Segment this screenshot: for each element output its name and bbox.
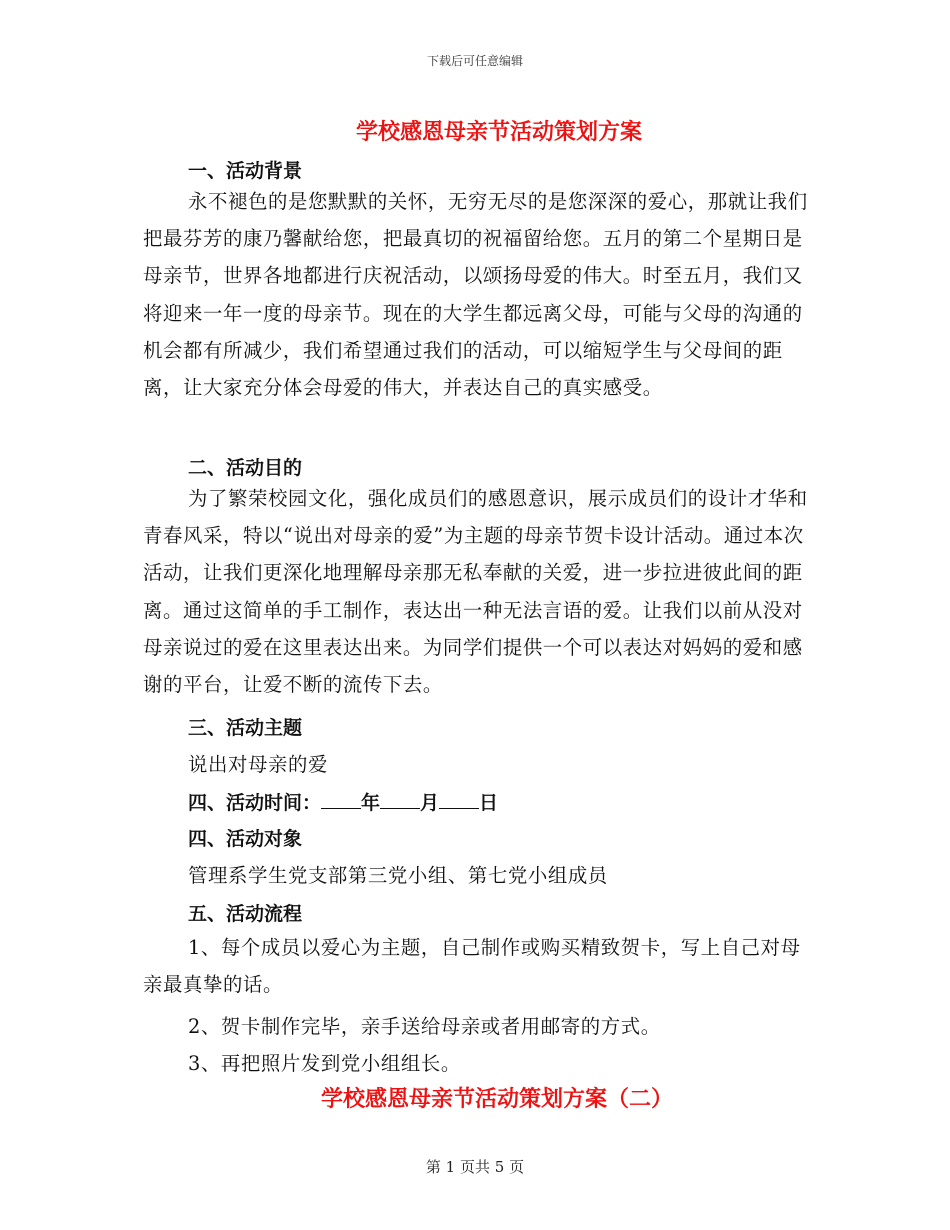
- time-label: 四、活动时间：: [188, 792, 322, 814]
- paragraph-purpose: 为了繁荣校园文化，强化成员们的感恩意识，展示成员们的设计才华和青春风采，特以“说出对母亲的爱”为主题的母亲节贺卡设计活动。通过本次活动，让我们更深化地理解母亲那无私奉献的关爱，进一步拉进彼此间的距离。通过这简单的手工制作，表达出一种无法言语的爱。让我们以前从没对母亲说过的爱在这里表达出来。为同学们提供一个可以表达对妈妈的爱和感谢的平台，让爱不断的流传下去。: [143, 487, 808, 697]
- document-title-2: 学校感恩母亲节活动策划方案（二）: [320, 1087, 673, 1112]
- paragraph-background: 永不褪色的是您默默的关怀，无穷无尽的是您深深的爱心，那就让我们把最芬芳的康乃馨献给您，把最真切的祝福留给您。五月的第二个星期日是母亲节，世界各地都进行庆祝活动，以颂扬母爱的伟大。时至五月，我们又将迎来一年一度的母亲节。现在的大学生都远离父母，可能与父母的沟通的机会都有所减少，我们希望通过我们的活动，可以缩短学生与父母间的距离，让大家充分体会母爱的伟大，并表达自己的真实感受。: [143, 190, 808, 400]
- day-blank: [439, 790, 479, 809]
- heading-background: 一、活动背景: [188, 160, 303, 182]
- process-step-2: 2、贺卡制作完毕，亲手送给母亲或者用邮寄的方式。: [188, 1015, 661, 1038]
- process-step-3: 3、再把照片发到党小组组长。: [188, 1052, 461, 1075]
- day-label: 日: [479, 792, 499, 814]
- header-note: 下载后可任意编辑: [426, 54, 523, 68]
- heading-time: [188, 788, 498, 815]
- theme-text: 说出对母亲的爱: [188, 753, 328, 776]
- target-text: 管理系学生党支部第三党小组、第七党小组成员: [188, 864, 608, 887]
- month-label: 月: [420, 792, 440, 814]
- month-blank: [380, 790, 420, 809]
- page-footer: 第 1 页共 5 页: [425, 1158, 525, 1176]
- heading-target: 四、活动对象: [188, 828, 303, 850]
- heading-process: 五、活动流程: [188, 903, 303, 925]
- document-title: 学校感恩母亲节活动策划方案: [355, 120, 642, 145]
- heading-theme: 三、活动主题: [188, 717, 303, 739]
- year-label: 年: [361, 792, 381, 814]
- process-step-1: 1、每个成员以爱心为主题，自己制作或购买精致贺卡，写上自己对母亲最真挚的话。: [143, 936, 801, 997]
- heading-purpose: 二、活动目的: [188, 457, 303, 479]
- year-blank: [321, 790, 361, 809]
